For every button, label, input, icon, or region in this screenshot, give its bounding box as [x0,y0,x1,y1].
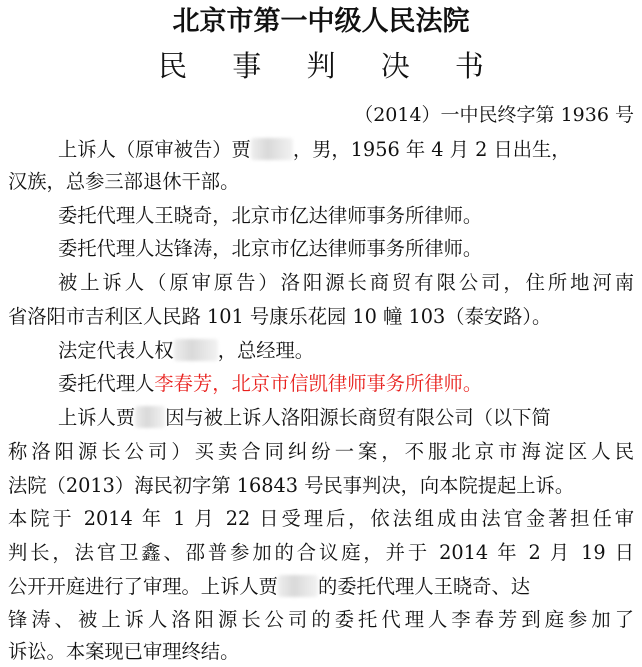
text-segment: 委托代理人 [58,372,155,395]
highlighted-name: 李春芳 [154,372,213,395]
paragraph-appellee-line2: 省洛阳市吉利区人民路 101 号康乐花园 10 幢 103（泰安路）。 [8,305,552,328]
text-segment: 因与被上诉人洛阳源长商贸有限公司（以下简 [165,406,551,429]
paragraph-case-line4: 本院于 2014 年 1 月 22 日受理后，依法组成由法官金著担任审 [8,507,634,530]
paragraph-agent-da: 委托代理人达锋涛，北京市亿达律师事务所律师。 [58,237,483,260]
paragraph-appellee-line1: 被上诉人（原审原告）洛阳源长商贸有限公司，住所地河南 [58,271,634,294]
paragraph-case-line5: 判长，法官卫鑫、邵普参加的合议庭，并于 2014 年 2 月 19 日 [8,541,634,564]
text-segment: 上诉人（原审被告）贾 [58,138,251,161]
paragraph-case-line3: 法院（2013）海民初字第 16843 号民事判决，向本院提起上诉。 [8,474,575,497]
text-segment: ，男，1956 年 4 月 2 日出生， [292,138,571,161]
paragraph-case-line2: 称洛阳源长公司）买卖合同纠纷一案，不服北京市海淀区人民 [8,440,634,463]
redaction-blur [251,138,293,160]
paragraph-case-line8: 诉讼。本案现已审理终结。 [8,640,240,663]
text-segment: 法定代表人权 [58,339,174,362]
paragraph-case-line1 [8,404,634,432]
highlighted-firm: ，北京市信凯律师事务所律师。 [212,372,483,395]
paragraph-case-line7: 锋涛、被上诉人洛阳源长公司的委托代理人李春芳到庭参加了 [8,608,634,631]
paragraph-case-line6 [8,573,634,601]
court-name: 北京市第一中级人民法院 [172,6,470,37]
text-segment: 上诉人贾 [58,406,136,429]
case-number: （2014）一中民终字第 1936 号 [354,104,634,126]
text-segment: 公开开庭进行了审理。上诉人贾 [8,575,278,598]
paragraph-appellant-line2: 汉族，总参三部退休干部。 [8,170,240,193]
redaction-blur [135,406,165,428]
paragraph-agent-wang: 委托代理人王晓奇，北京市亿达律师事务所律师。 [58,204,483,227]
paragraph-legal-representative [8,337,634,365]
text-segment: ，总经理。 [217,339,315,362]
document-type-title: 民 事 判 决 书 [158,49,502,83]
redaction-blur [278,575,318,597]
text-segment: 的委托代理人王晓奇、达 [317,575,531,598]
redaction-blur [174,339,218,361]
paragraph-agent-li [8,370,634,398]
paragraph-appellant-line1 [8,136,634,164]
